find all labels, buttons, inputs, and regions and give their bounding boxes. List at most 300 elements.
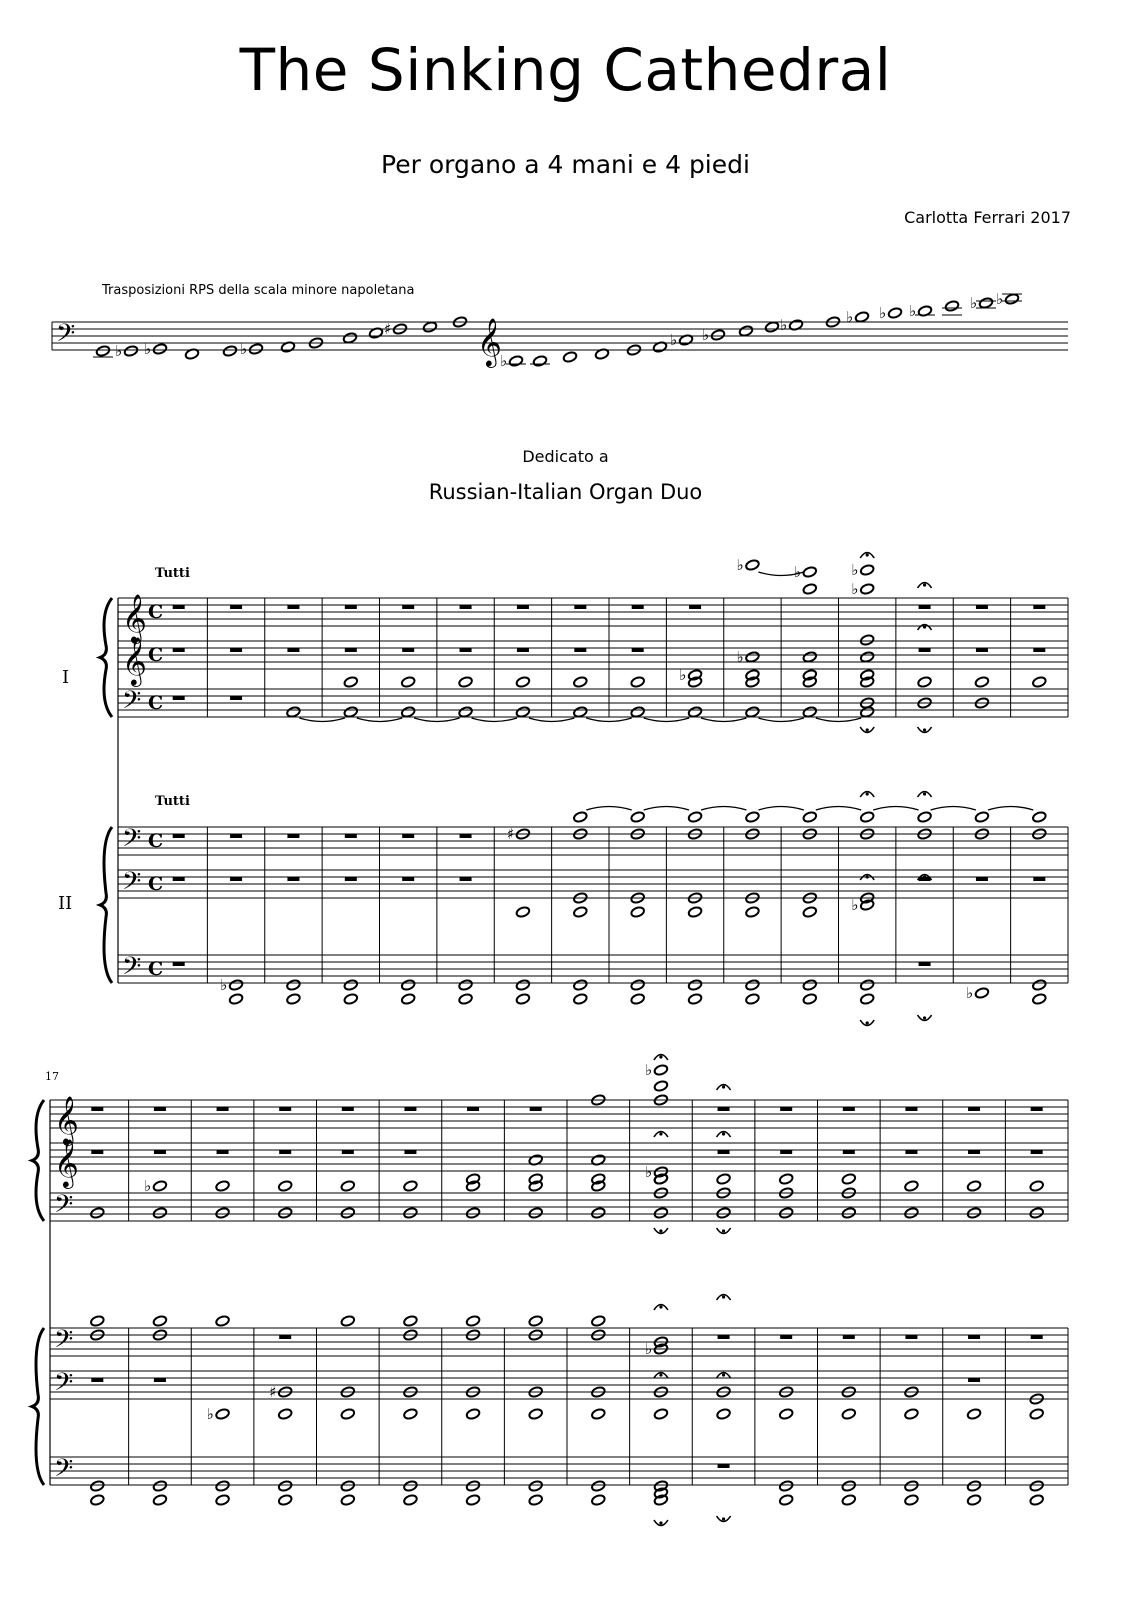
whole-rest: [919, 648, 931, 652]
whole-note: [229, 993, 244, 1005]
whole-rest: [404, 1107, 416, 1111]
whole-note: [841, 1408, 856, 1420]
whole-rest: [91, 1107, 103, 1111]
whole-note: [278, 1494, 293, 1506]
whole-rest: [968, 1107, 980, 1111]
whole-rest: [905, 1335, 917, 1339]
whole-note: [917, 811, 932, 823]
brace: [100, 827, 112, 983]
flat-icon: ♭: [644, 1340, 653, 1358]
whole-note: [591, 1207, 606, 1219]
tie: [988, 807, 1033, 811]
whole-note: [854, 311, 869, 323]
brace: [32, 1328, 44, 1485]
time-signature: C: [148, 958, 164, 980]
fermata-dot: [866, 792, 869, 795]
whole-note: [860, 979, 875, 991]
whole-note: [1032, 811, 1047, 823]
flat-icon: ♭: [970, 294, 978, 312]
bass-clef-icon: 𝄢: [56, 319, 76, 354]
whole-note: [401, 706, 416, 718]
treble-clef-icon: 𝄞: [54, 1095, 79, 1144]
whole-note: [802, 566, 817, 578]
whole-note: [286, 993, 301, 1005]
whole-rest: [154, 1107, 166, 1111]
whole-rest: [287, 834, 299, 838]
whole-note: [688, 979, 703, 991]
tie: [414, 718, 459, 722]
whole-rest: [404, 1150, 416, 1154]
whole-rest: [91, 1150, 103, 1154]
whole-note: [573, 811, 588, 823]
whole-note: [123, 345, 138, 357]
time-signature: C: [148, 873, 164, 895]
whole-note: [802, 979, 817, 991]
whole-rest: [287, 648, 299, 652]
whole-rest: [345, 834, 357, 838]
whole-note: [215, 1315, 230, 1327]
bass-clef-icon: 𝄢: [54, 1325, 74, 1360]
flat-icon: ♭: [220, 976, 228, 994]
whole-rest: [173, 834, 185, 838]
whole-note: [841, 1480, 856, 1492]
whole-note: [152, 1315, 167, 1327]
score-system-1: [100, 553, 1068, 1026]
whole-note: [278, 1408, 293, 1420]
whole-note: [1029, 1480, 1044, 1492]
flat-icon: ♭: [679, 666, 687, 684]
whole-rest: [843, 1335, 855, 1339]
whole-note: [286, 979, 301, 991]
whole-note: [340, 1207, 355, 1219]
whole-note: [515, 993, 530, 1005]
whole-rest: [968, 1335, 980, 1339]
whole-rest: [976, 648, 988, 652]
whole-note: [653, 1207, 668, 1219]
fermata-dot: [659, 1229, 662, 1232]
whole-rest: [919, 962, 931, 966]
whole-note: [229, 979, 244, 991]
tutti-marking-manual-1: Tutti: [155, 566, 190, 581]
whole-note: [591, 1315, 606, 1327]
whole-note: [591, 1494, 606, 1506]
whole-note: [802, 583, 817, 595]
whole-note: [215, 1480, 230, 1492]
time-signature: C: [148, 644, 164, 666]
brace: [32, 1100, 44, 1221]
whole-note: [779, 1408, 794, 1420]
flat-icon: ♭: [702, 326, 710, 344]
whole-note: [779, 1494, 794, 1506]
page-title: The Sinking Cathedral: [239, 36, 892, 104]
fermata-dot: [722, 1295, 725, 1298]
whole-note: [974, 987, 989, 999]
whole-note: [152, 1480, 167, 1492]
whole-note: [688, 993, 703, 1005]
whole-note: [841, 1494, 856, 1506]
whole-note: [573, 979, 588, 991]
whole-note: [215, 1408, 230, 1420]
whole-note: [528, 1315, 543, 1327]
whole-note: [653, 1080, 668, 1092]
whole-rest: [173, 962, 185, 966]
whole-note: [528, 1408, 543, 1420]
whole-note: [90, 1480, 105, 1492]
whole-note: [466, 1207, 481, 1219]
whole-rest: [345, 648, 357, 652]
sharp-icon: ♯: [506, 825, 515, 843]
whole-note: [458, 993, 473, 1005]
whole-note: [343, 993, 358, 1005]
whole-rest: [718, 1107, 730, 1111]
whole-note: [745, 979, 760, 991]
whole-note: [904, 1494, 919, 1506]
whole-note: [802, 811, 817, 823]
whole-note: [90, 1207, 105, 1219]
whole-rest: [530, 1107, 542, 1111]
whole-note: [343, 706, 358, 718]
flat-icon: ♭: [851, 896, 859, 914]
measure-number: 17: [45, 1070, 59, 1083]
whole-rest: [154, 1150, 166, 1154]
flat-icon: ♭: [996, 290, 1004, 308]
manual-label-1: I: [62, 667, 70, 688]
whole-note: [630, 906, 645, 918]
time-signature: C: [148, 830, 164, 852]
sharp-icon: ♯: [384, 320, 392, 338]
fermata-dot: [866, 728, 869, 731]
whole-note: [1032, 993, 1047, 1005]
time-signature: C: [148, 692, 164, 714]
whole-rest: [574, 605, 586, 609]
whole-note: [653, 1408, 668, 1420]
whole-rest: [287, 877, 299, 881]
flat-icon: ♭: [846, 308, 854, 326]
flat-icon: ♭: [115, 342, 123, 360]
tie: [931, 807, 976, 811]
whole-rest: [279, 1335, 291, 1339]
whole-note: [466, 1408, 481, 1420]
whole-note: [458, 676, 473, 688]
whole-rest: [230, 648, 242, 652]
whole-rest: [632, 648, 644, 652]
whole-rest: [217, 1107, 229, 1111]
whole-rest: [467, 1107, 479, 1111]
whole-rest: [1033, 877, 1045, 881]
whole-rest: [173, 696, 185, 700]
whole-note: [974, 811, 989, 823]
flat-icon: ♭: [144, 340, 152, 358]
whole-rest: [402, 834, 414, 838]
whole-note: [904, 1180, 919, 1192]
whole-note: [860, 651, 875, 663]
whole-note: [779, 1207, 794, 1219]
whole-rest: [217, 1150, 229, 1154]
whole-note: [343, 979, 358, 991]
whole-note: [403, 1480, 418, 1492]
whole-note: [515, 906, 530, 918]
whole-rest: [230, 696, 242, 700]
fermata-dot: [866, 875, 869, 878]
whole-rest: [843, 1150, 855, 1154]
time-signature: C: [148, 601, 164, 623]
whole-note: [95, 345, 110, 357]
whole-rest: [230, 834, 242, 838]
whole-note: [458, 706, 473, 718]
whole-note: [528, 1207, 543, 1219]
whole-rest: [689, 605, 701, 609]
whole-rest: [517, 648, 529, 652]
whole-note: [591, 1480, 606, 1492]
tie: [644, 718, 689, 722]
flat-icon: ♭: [879, 304, 887, 322]
whole-note: [745, 706, 760, 718]
whole-note: [152, 1180, 167, 1192]
flat-icon: ♭: [736, 648, 744, 666]
whole-note: [630, 706, 645, 718]
flat-icon: ♭: [644, 1061, 653, 1079]
whole-rest: [574, 648, 586, 652]
whole-note: [403, 1315, 418, 1327]
whole-note: [630, 811, 645, 823]
whole-note: [1029, 1180, 1044, 1192]
whole-rest: [976, 605, 988, 609]
whole-note: [278, 1480, 293, 1492]
whole-note: [401, 676, 416, 688]
whole-note: [904, 1207, 919, 1219]
whole-note: [967, 1207, 982, 1219]
sharp-icon: ♯: [269, 1383, 277, 1401]
fermata-dot: [866, 553, 869, 556]
tie: [701, 718, 746, 722]
fermata-dot: [923, 792, 926, 795]
whole-rest: [402, 648, 414, 652]
whole-rest: [342, 1107, 354, 1111]
whole-rest: [173, 877, 185, 881]
whole-note: [764, 321, 779, 333]
whole-note: [653, 1064, 668, 1076]
whole-note: [152, 1494, 167, 1506]
tie: [299, 718, 344, 722]
fermata-dot: [923, 875, 926, 878]
whole-note: [152, 343, 167, 355]
tutti-marking-manual-2: Tutti: [155, 794, 190, 809]
whole-note: [466, 1494, 481, 1506]
whole-rest: [173, 605, 185, 609]
whole-note: [944, 300, 959, 312]
whole-note: [340, 1180, 355, 1192]
whole-note: [710, 329, 725, 341]
whole-rest: [968, 1378, 980, 1382]
flat-icon: ♭: [851, 580, 859, 598]
whole-rest: [718, 1150, 730, 1154]
whole-note: [738, 325, 753, 337]
tie: [586, 807, 631, 811]
whole-rest: [279, 1107, 291, 1111]
whole-note: [630, 993, 645, 1005]
whole-rest: [1031, 1335, 1043, 1339]
whole-rest: [345, 877, 357, 881]
whole-rest: [1033, 648, 1045, 652]
whole-note: [278, 1207, 293, 1219]
whole-rest: [905, 1150, 917, 1154]
whole-note: [340, 1315, 355, 1327]
fermata-dot: [659, 1373, 662, 1376]
whole-note: [340, 1408, 355, 1420]
bass-clef-icon: 𝄢: [54, 1190, 74, 1225]
whole-note: [802, 651, 817, 663]
whole-rest: [460, 834, 472, 838]
whole-note: [1004, 293, 1019, 305]
composer-credit: Carlotta Ferrari 2017: [904, 208, 1071, 227]
whole-rest: [632, 605, 644, 609]
whole-note: [215, 1207, 230, 1219]
tie: [758, 807, 803, 811]
whole-note: [1029, 1408, 1044, 1420]
whole-note: [403, 1408, 418, 1420]
fermata-dot: [866, 1021, 869, 1024]
treble-clef-icon: 𝄞: [477, 317, 502, 366]
whole-rest: [345, 605, 357, 609]
whole-note: [1029, 1207, 1044, 1219]
flat-icon: ♭: [793, 563, 801, 581]
flat-icon: ♭: [206, 1405, 214, 1423]
whole-note: [573, 993, 588, 1005]
bass-clef-icon: 𝄢: [54, 1368, 74, 1403]
whole-note: [630, 979, 645, 991]
whole-rest: [976, 877, 988, 881]
whole-note: [841, 1207, 856, 1219]
whole-note: [887, 307, 902, 319]
flat-icon: ♭: [240, 340, 248, 358]
whole-note: [688, 906, 703, 918]
flat-icon: ♭: [644, 1163, 653, 1181]
whole-note: [967, 1408, 982, 1420]
whole-rest: [460, 605, 472, 609]
whole-note: [403, 1180, 418, 1192]
whole-note: [745, 651, 760, 663]
fermata-dot: [923, 625, 926, 628]
scale-example-label: Trasposizioni RPS della scala minore napoletana: [102, 283, 415, 298]
whole-rest: [780, 1107, 792, 1111]
fermata-dot: [722, 1229, 725, 1232]
whole-rest: [230, 877, 242, 881]
whole-note: [458, 979, 473, 991]
dedication-line: Dedicato a: [522, 447, 609, 466]
bass-clef-icon: 𝄢: [122, 824, 142, 859]
whole-note: [779, 1173, 794, 1185]
whole-note: [466, 1480, 481, 1492]
tie: [644, 807, 689, 811]
whole-note: [401, 993, 416, 1005]
fermata-dot: [659, 1305, 662, 1308]
whole-note: [528, 1480, 543, 1492]
tie: [701, 807, 746, 811]
whole-note: [403, 1494, 418, 1506]
whole-note: [215, 1494, 230, 1506]
whole-note: [573, 676, 588, 688]
whole-rest: [91, 1378, 103, 1382]
whole-note: [802, 706, 817, 718]
whole-note: [248, 343, 263, 355]
whole-note: [466, 1315, 481, 1327]
tie: [758, 718, 803, 722]
whole-note: [528, 1494, 543, 1506]
flat-icon: ♭: [143, 1177, 152, 1195]
whole-rest: [718, 1464, 730, 1468]
whole-note: [90, 1494, 105, 1506]
fermata-dot: [923, 728, 926, 731]
whole-note: [215, 1180, 230, 1192]
whole-note: [340, 1480, 355, 1492]
whole-note: [515, 676, 530, 688]
whole-rest: [287, 605, 299, 609]
tie: [472, 718, 517, 722]
whole-rest: [173, 648, 185, 652]
whole-note: [340, 1494, 355, 1506]
whole-note: [562, 351, 577, 363]
whole-note: [403, 1207, 418, 1219]
whole-note: [802, 993, 817, 1005]
fermata-dot: [722, 1085, 725, 1088]
whole-rest: [230, 605, 242, 609]
whole-note: [779, 1480, 794, 1492]
treble-clef-icon: 𝄞: [54, 1138, 79, 1187]
whole-note: [401, 979, 416, 991]
whole-note: [860, 811, 875, 823]
whole-note: [716, 1408, 731, 1420]
whole-rest: [1031, 1107, 1043, 1111]
flat-icon: ♭: [736, 556, 744, 574]
whole-note: [1032, 979, 1047, 991]
whole-note: [343, 676, 358, 688]
whole-rest: [517, 605, 529, 609]
bass-clef-icon: 𝄢: [54, 1454, 74, 1489]
tie: [816, 807, 861, 811]
tie: [357, 718, 402, 722]
whole-rest: [718, 1335, 730, 1339]
whole-note: [716, 1173, 731, 1185]
scale-example-staff: [52, 290, 1068, 370]
whole-note: [917, 676, 932, 688]
whole-rest: [460, 877, 472, 881]
dedicatee-name: Russian-Italian Organ Duo: [428, 480, 703, 504]
brace: [100, 598, 112, 717]
whole-note: [978, 297, 993, 309]
whole-note: [802, 906, 817, 918]
fermata-dot: [659, 1055, 662, 1058]
whole-note: [967, 1180, 982, 1192]
tie: [873, 807, 918, 811]
whole-note: [860, 564, 875, 576]
whole-rest: [1031, 1150, 1043, 1154]
fermata-dot: [659, 1132, 662, 1135]
whole-note: [745, 559, 760, 571]
whole-note: [422, 321, 437, 333]
flat-icon: ♭: [670, 331, 678, 349]
whole-rest: [905, 1107, 917, 1111]
whole-note: [342, 332, 357, 344]
whole-note: [841, 1173, 856, 1185]
flat-icon: ♭: [909, 302, 917, 320]
whole-note: [745, 993, 760, 1005]
whole-rest: [968, 1150, 980, 1154]
whole-note: [532, 355, 547, 367]
bass-clef-icon: 𝄢: [122, 952, 142, 987]
whole-rest: [460, 648, 472, 652]
flat-icon: ♭: [965, 984, 974, 1002]
whole-note: [860, 634, 875, 646]
